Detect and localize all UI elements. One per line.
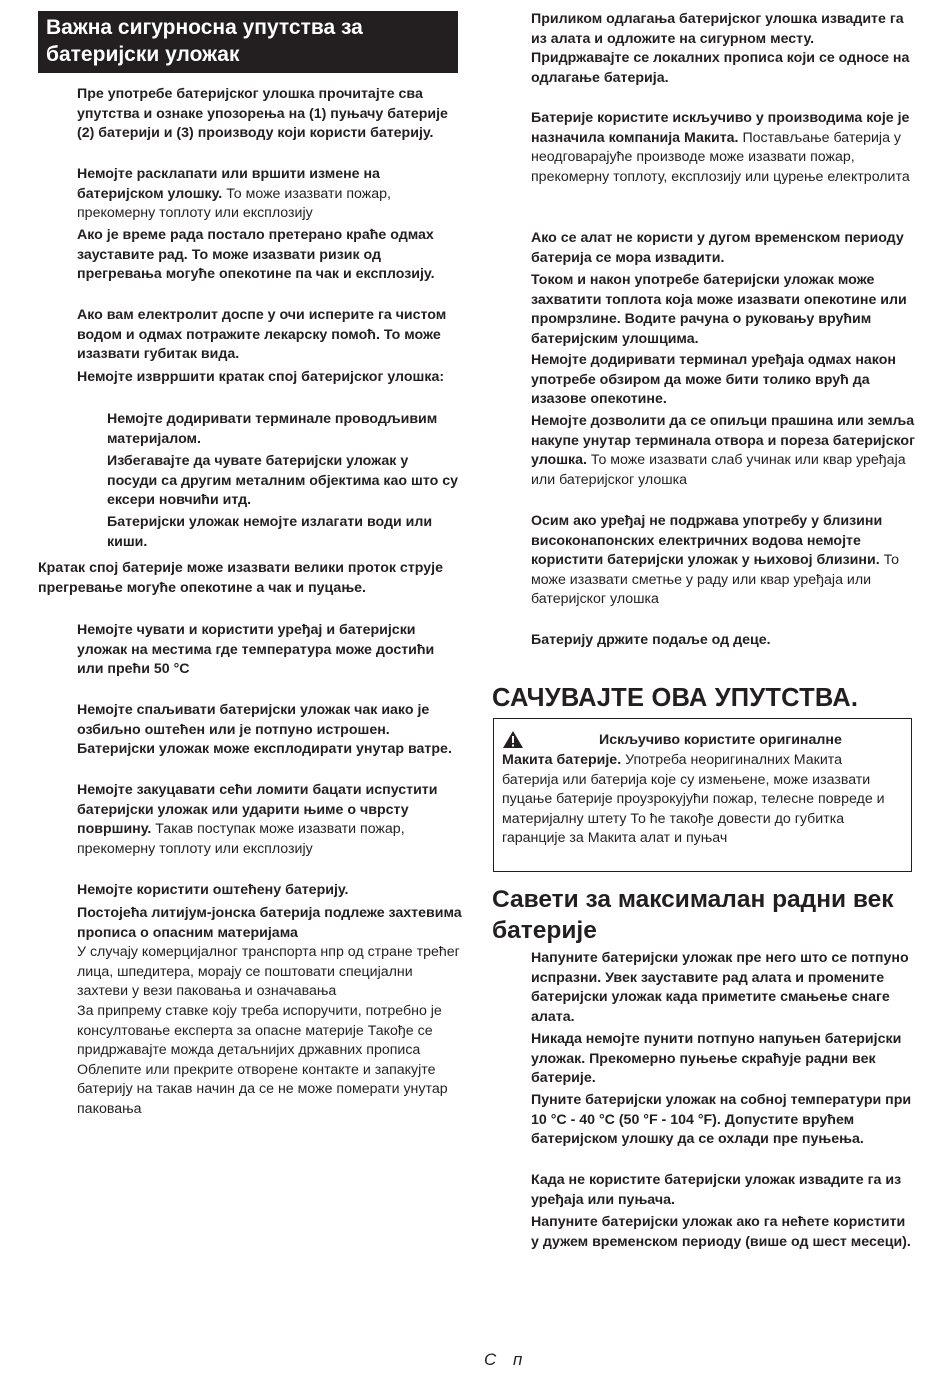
paragraph-no-burning: Немојте спаљивати батеријски уложак чак иако је озбиљно оштећен или је потпуно истрошен. Батеријски уложак може експлодирати унутар ватре. [77,702,452,758]
paragraph-makita-only [531,109,916,187]
paragraph-hot-terminal: Немојте додиривати терминал уређаја одмах након употребе обзиром да може бити толико врућ да изазове опекотине. [531,352,896,408]
paragraph-no-disassemble-rest: То може изазвати пожар, прекомерну топлоту или експлозију [77,185,392,222]
paragraph-temperature: Немојте чувати и користити уређај и батеријски уложак на местима где температура може достићи или прећи 50 °C [77,622,435,678]
list-item: Избегавајте да чувате батеријски уложак у посуди са другим металним објектима као што су ексери новчићи итд. [107,453,459,509]
paragraph-no-disassemble-bold: Немојте расклапати или вршити измене на батеријском улошку. [77,166,380,202]
warning-title: Искључиво користите оригиналне [599,732,842,748]
paragraph-read-instructions: Пре употребе батеријског улошка прочитајте сва упутства и ознаке упозорења на (1) пуњачу батерије (2) батерији и (3) производу који користи батерију. [77,86,448,142]
paragraph-electrolyte-eyes: Ако вам електролит доспе у очи исперите га чистом водом и одмах потражите лекарску помоћ. То може изазвати губитак вида. [77,307,447,363]
paragraph-no-short-circuit: Немојте изврршити кратак спој батеријског улошка: [77,369,445,385]
paragraph-dangerous-goods-bold: Постојећа литијум-јонска батерија подлеже захтевима прописа о опасним материјама [77,905,462,941]
paragraph-no-impact-bold: Немојте закуцавати сећи ломити бацати испустити батеријски уложак или ударити њиме о чврсту површину. [77,782,438,838]
paragraph-makita-only-rest: Постављање батерија у неодговарајуће производе може изазвати пожар, прекомерну топлоту, експлозију или цурење електролита [531,129,910,185]
paragraph-disposal: Приликом одлагања батеријског улошка извадите га из алата и одложите на сигурном месту. Придржавајте се локалних прописа који се односе на одлагање батерија. [531,11,910,86]
page-footer: С п [484,1350,529,1369]
paragraph-remove-unused: Ако се алат не користи у дугом временском периоду батерија се мора извадити. [531,230,904,266]
save-instructions-heading: САЧУВАЈТЕ ОВА УПУТСТВА. [492,684,859,712]
list-item: Пуните батеријски уложак на собној температури при 10 °C - 40 °C (50 °F - 104 °F). Допустите врућем батеријском улошку да се охлади пре пуњења. [531,1092,912,1148]
paragraph-no-impact [77,781,462,859]
list-item: Никада немојте пунити потпуно напуњен батеријски уложак. Прекомерно пуњење скраћује радни век батерије. [531,1031,902,1087]
paragraph-no-impact-rest: Такав поступак може изазвати пожар, прекомерну топлоту или експлозију [77,821,405,857]
list-item: Батеријски уложак немојте излагати води или киши. [107,514,433,550]
paragraph-debris-rest: То може изазвати слаб учинак или квар уређаја или батеријског улошка [531,452,906,488]
paragraph-high-voltage [531,512,916,610]
warning-text [502,751,902,849]
paragraph-runtime-short: Ако је време рада постало претерано краће одмах зауставите рад. То може изазвати ризик од прегревања могуће опекотине па чак и експлозију. [77,227,435,283]
section-heading [38,11,458,73]
paragraph-dangerous-goods-packing: Облепите или прекрите отворене контакте и запакујте батерију на такав начин да се не може померати унутар паковања [77,1061,448,1117]
list-item: Напуните батеријски уложак пре него што се потпуно испразни. Увек зауставите рад алата и промените батеријски уложак када приметите смањење снаге алата. [531,950,909,1025]
list-item: Немојте додиривати терминале проводљивим материјалом. [107,411,438,447]
warning-text-rest: Употреба неоригиналних Макита батерија или батерија које су измењене, може изазвати пуцање батерије проузрокујући пожар, телесне повреде и материјалну штету То ће такође довести до губитка гаранције за Макита алат и пуњач [502,752,885,847]
paragraph-makita-only-bold: Батерије користите искључиво у производима које је назначила компанија Макита. [531,110,910,146]
warning-triangle-icon [502,730,524,749]
list-item: Напуните батеријски уложак ако га нећете користити у дужем временском периоду (више од шест месеци). [531,1214,911,1250]
paragraph-hot-battery: Током и након употребе батеријски уложак може захватити топлота која може изазвати опекотине или промрзлине. Водите рачуна о руковању врућим батеријским улошцима. [531,272,907,347]
paragraph-high-voltage-rest: То може изазвати сметње у раду или квар уређаја или батеријског улошка [531,552,900,608]
warning-text-bold: Макита батерије. [502,752,622,768]
section-heading-text: Важна сигурносна упутства за батеријски уложак [46,16,363,66]
list-item: Када не користите батеријски уложак извадите га из уређаја или пуњача. [531,1172,902,1208]
paragraph-high-voltage-bold: Осим ако уређај не подржава употребу у близини високонапонских електричних водова немојте користити батеријски уложак у њиховој близини. [531,513,883,569]
paragraph-children: Батерију држите подаље од деце. [531,632,771,648]
paragraph-dangerous-goods [77,904,462,1120]
paragraph-debris [531,412,916,490]
warning-box [493,718,912,872]
paragraph-dangerous-goods-transport: У случају комерцијалног транспорта нпр од стране трећег лица, шпедитера, морају се поштовати специјални захтеви у вези паковања и означавања [77,944,460,1000]
paragraph-debris-bold: Немојте дозволити да се опиљци прашина или земља накупе унутар терминала отвора и пореза батеријског улошка. [531,413,915,469]
tips-heading: Савети за максималан радни век батерије [492,886,894,944]
paragraph-dangerous-goods-expert: За припрему ставке коју треба испоручити, потребно је консултовање експерта за опасне материје Такође се придржавајте можда детаљнијих државних прописа [77,1002,442,1059]
paragraph-damaged-battery: Немојте користити оштећену батерију. [77,882,349,898]
paragraph-no-disassemble [77,165,462,224]
paragraph-short-circuit-effects: Кратак спој батерије може изазвати велики проток струје прегревање могуће опекотине а чак и пуцање. [38,560,443,596]
